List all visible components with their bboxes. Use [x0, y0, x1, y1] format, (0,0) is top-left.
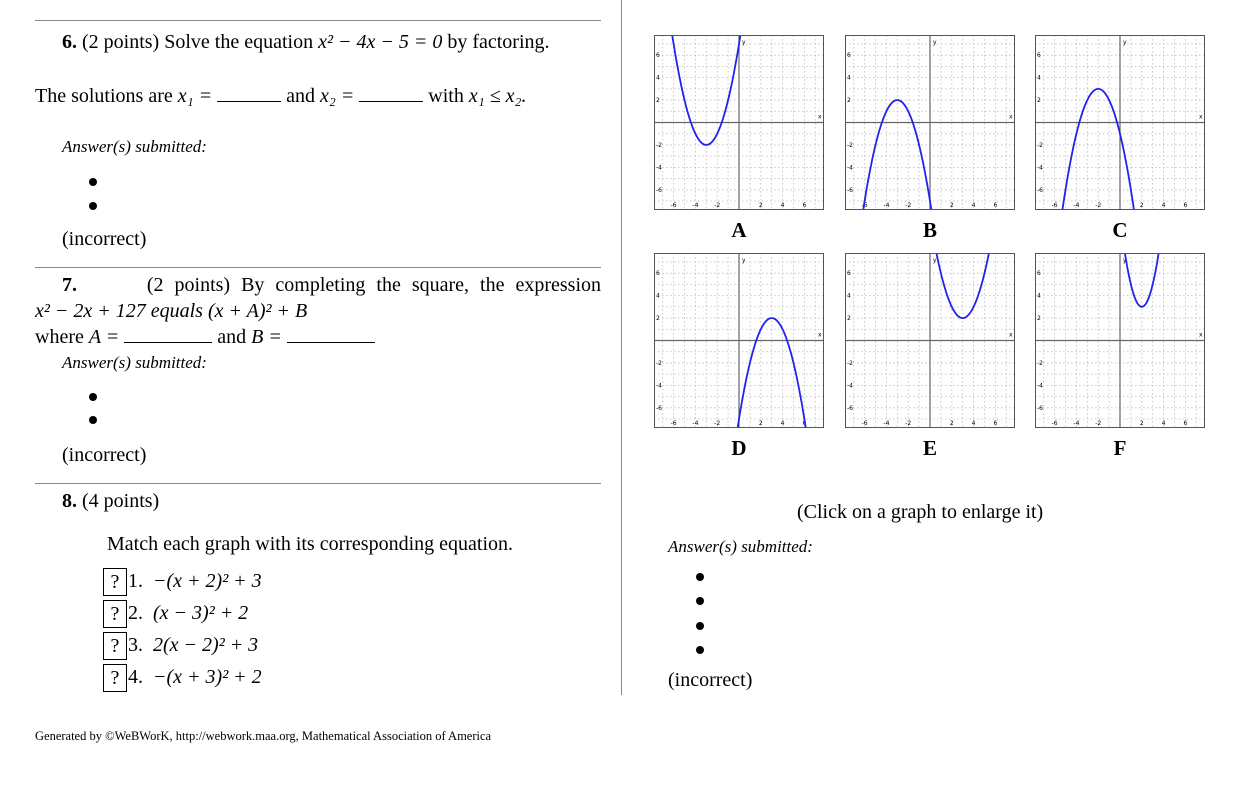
y-tick-label: -2 — [847, 141, 853, 149]
y-tick-label: 2 — [1037, 97, 1041, 105]
x-tick-label: 6 — [802, 202, 807, 209]
graph-label-E: E — [922, 436, 937, 460]
y-tick-label: -2 — [656, 359, 662, 367]
x-tick-label: 4 — [780, 420, 785, 427]
y-tick-label: -4 — [1037, 164, 1043, 172]
x-axis-label: x — [818, 113, 822, 121]
graph-label-B: B — [922, 218, 937, 242]
match-select-1[interactable]: ? — [103, 568, 127, 596]
x-tick-label: 4 — [1161, 202, 1166, 209]
graph-D[interactable] — [654, 253, 824, 428]
x-tick-label: -2 — [905, 420, 912, 427]
x-tick-label: -4 — [692, 420, 699, 427]
x-tick-label: -2 — [905, 202, 912, 209]
x-tick-label: -4 — [692, 202, 699, 209]
x-tick-label: 6 — [1183, 202, 1188, 209]
x-tick-label: -2 — [714, 202, 721, 209]
y-tick-label: -6 — [1037, 404, 1043, 412]
x-tick-label: 4 — [1161, 420, 1166, 427]
bullet — [89, 416, 97, 424]
x-axis-label: x — [1199, 331, 1203, 339]
x-tick-label: -2 — [1095, 420, 1102, 427]
y-tick-label: 4 — [847, 74, 851, 82]
x-tick-label: 2 — [949, 202, 954, 209]
graph-F[interactable] — [1035, 253, 1205, 428]
y-axis-label: y — [933, 257, 937, 264]
y-tick-label: 6 — [847, 270, 851, 278]
x-tick-label: -4 — [1073, 420, 1080, 427]
x-tick-label: 2 — [1139, 202, 1144, 209]
x-axis-label: x — [818, 331, 822, 339]
y-tick-label: 2 — [656, 315, 660, 323]
x-tick-label: -6 — [1051, 202, 1058, 209]
match-select-4[interactable]: ? — [103, 664, 127, 692]
y-tick-label: 2 — [656, 97, 660, 105]
y-tick-label: 6 — [1037, 52, 1041, 60]
status-text: (incorrect) — [62, 228, 147, 250]
y-tick-label: 4 — [847, 292, 851, 300]
bullet — [89, 202, 97, 210]
x-tick-label: 6 — [802, 420, 807, 427]
y-tick-label: -4 — [1037, 382, 1043, 390]
y-tick-label: 2 — [1037, 315, 1041, 323]
y-tick-label: 2 — [847, 97, 851, 105]
x-axis-label: x — [1009, 331, 1013, 339]
graph-A[interactable] — [654, 35, 824, 210]
q8-instructions: Match each graph with its corresponding equation. — [107, 533, 513, 555]
x-tick-label: 2 — [949, 420, 954, 427]
click-hint: (Click on a graph to enlarge it) — [797, 501, 1044, 523]
x-tick-label: 2 — [758, 202, 763, 209]
x-tick-label: 4 — [971, 420, 976, 427]
x-tick-label: -2 — [714, 420, 721, 427]
y-tick-label: -2 — [847, 359, 853, 367]
x-tick-label: -4 — [883, 202, 890, 209]
q7-statement: 7. (2 points) By completing the square, the expression — [62, 274, 601, 296]
y-axis-label: y — [933, 39, 937, 46]
q7-answer-line: where A = and B = — [35, 325, 375, 349]
x-tick-label: 6 — [993, 202, 998, 209]
x-tick-label: 2 — [758, 420, 763, 427]
match-select-3[interactable]: ? — [103, 632, 127, 660]
y-tick-label: 6 — [656, 52, 660, 60]
status-text: (incorrect) — [668, 669, 753, 691]
y-axis-label: y — [1123, 39, 1127, 46]
y-tick-label: -6 — [656, 404, 662, 412]
graph-E[interactable] — [845, 253, 1015, 428]
bullet — [89, 393, 97, 401]
x1-answer-blank[interactable] — [217, 87, 281, 102]
y-tick-label: 4 — [656, 292, 660, 300]
y-tick-label: 6 — [656, 270, 660, 278]
y-tick-label: -6 — [847, 404, 853, 412]
bullet — [696, 622, 704, 630]
equation-item: ? 1. −(x + 2)² + 3 — [103, 565, 262, 597]
y-tick-label: -2 — [1037, 141, 1043, 149]
status-text: (incorrect) — [62, 444, 147, 466]
bullet — [89, 178, 97, 186]
x-tick-label: -4 — [883, 420, 890, 427]
bullet — [696, 573, 704, 581]
x-tick-label: 4 — [971, 202, 976, 209]
x-axis-label: x — [1199, 113, 1203, 121]
y-tick-label: -4 — [847, 164, 853, 172]
x-tick-label: 4 — [780, 202, 785, 209]
y-tick-label: -2 — [1037, 359, 1043, 367]
column-divider — [621, 0, 622, 695]
x-tick-label: -6 — [861, 420, 868, 427]
divider — [35, 267, 601, 268]
y-tick-label: 2 — [847, 315, 851, 323]
y-tick-label: 6 — [847, 52, 851, 60]
y-tick-label: 4 — [1037, 292, 1041, 300]
x-tick-label: -6 — [1051, 420, 1058, 427]
x-tick-label: -6 — [670, 202, 677, 209]
x-tick-label: -4 — [1073, 202, 1080, 209]
x-tick-label: 6 — [993, 420, 998, 427]
y-axis-label: y — [742, 257, 746, 264]
graph-label-A: A — [731, 218, 747, 242]
y-tick-label: -6 — [847, 186, 853, 194]
equation-list — [103, 565, 262, 693]
x-tick-label: -6 — [670, 420, 677, 427]
q8-heading: 8. (4 points) — [62, 490, 160, 512]
a-answer-blank[interactable] — [124, 328, 212, 343]
answers-submitted-label: Answer(s) submitted: — [62, 137, 207, 156]
x-tick-label: -2 — [1095, 202, 1102, 209]
equation-item: ? 4. −(x + 3)² + 2 — [103, 661, 262, 693]
y-axis-label: y — [742, 39, 746, 46]
graph-label-F: F — [1113, 436, 1127, 460]
y-tick-label: -6 — [656, 186, 662, 194]
x-axis-label: x — [1009, 113, 1013, 121]
x-tick-label: -6 — [861, 202, 868, 209]
footer: Generated by ©WeBWorK, http://webwork.maa.org, Mathematical Association of America — [35, 729, 492, 743]
x-tick-label: 2 — [1139, 420, 1144, 427]
y-tick-label: -4 — [847, 382, 853, 390]
graph-label-D: D — [731, 436, 747, 460]
y-tick-label: 4 — [1037, 74, 1041, 82]
y-tick-label: -6 — [1037, 186, 1043, 194]
q7-expression: x² − 2x + 127 equals (x + A)² + B — [35, 300, 308, 322]
graph-C[interactable] — [1035, 35, 1205, 210]
answers-submitted-label: Answer(s) submitted: — [668, 537, 813, 556]
y-tick-label: 4 — [656, 74, 660, 82]
graph-label-C: C — [1112, 218, 1128, 242]
x2-answer-blank[interactable] — [359, 87, 423, 102]
divider — [35, 20, 601, 21]
answers-submitted-label: Answer(s) submitted: — [62, 353, 207, 372]
y-tick-label: -4 — [656, 164, 662, 172]
y-tick-label: 6 — [1037, 270, 1041, 278]
y-axis-label: y — [1123, 257, 1127, 264]
match-select-2[interactable]: ? — [103, 600, 127, 628]
q6-answer-line: The solutions are x₁ = and x₂ = with x₁ ≤ x₂. — [35, 85, 527, 107]
bullet — [696, 646, 704, 654]
y-tick-label: -4 — [656, 382, 662, 390]
q6-statement: 6. (2 points) Solve the equation x² − 4x − 5 = 0 by factoring. — [62, 31, 550, 53]
graph-B[interactable] — [845, 35, 1015, 210]
b-answer-blank[interactable] — [287, 328, 375, 343]
y-tick-label: -2 — [656, 141, 662, 149]
equation-item: ? 2. (x − 3)² + 2 — [103, 597, 262, 629]
divider — [35, 483, 601, 484]
equation-item: ? 3. 2(x − 2)² + 3 — [103, 629, 262, 661]
bullet — [696, 597, 704, 605]
x-tick-label: 6 — [1183, 420, 1188, 427]
